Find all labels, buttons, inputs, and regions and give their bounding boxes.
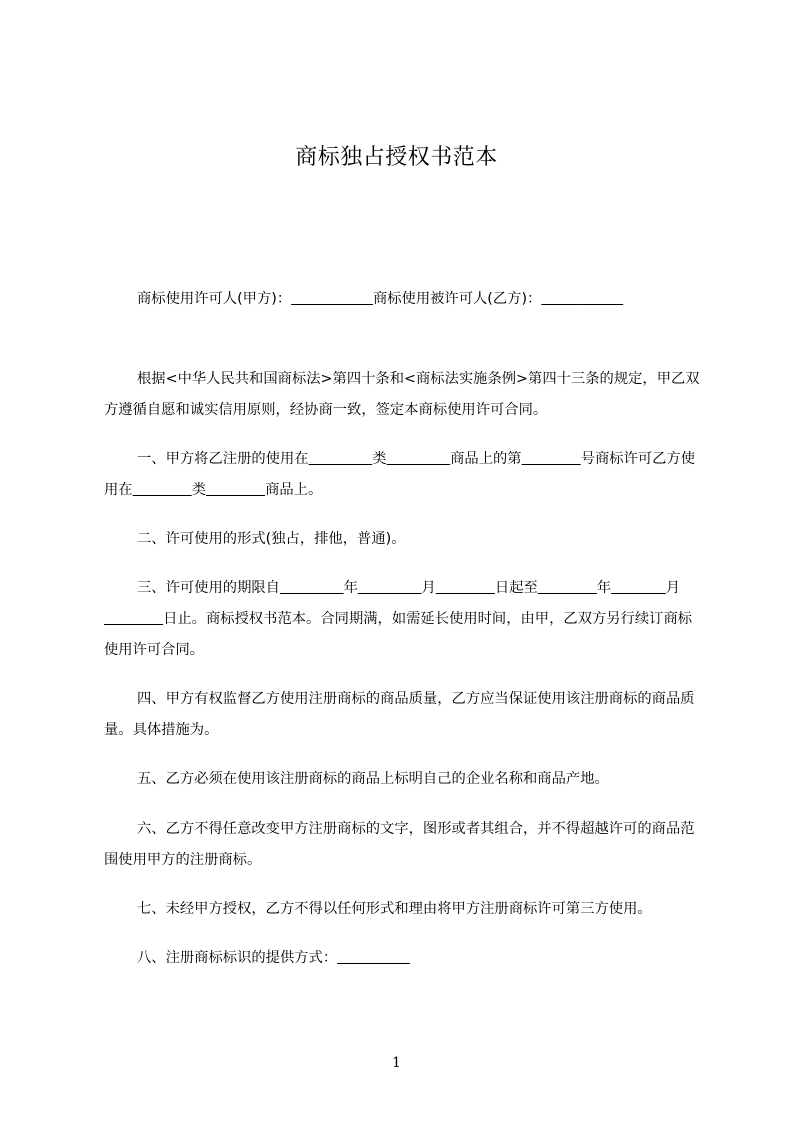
paragraph-clause-8 — [104, 943, 704, 974]
paragraph-basis: 根据<中华人民共和国商标法>第四十条和<商标法实施条例>第四十三条的规定，甲乙双方遵循自愿和诚实信用原则，经协商一致，签定本商标使用许可合同。 — [104, 371, 700, 418]
trademark-no-blank-cont[interactable] — [558, 451, 581, 467]
clause-3-text-b: 日止。商标授权书范本。合同期满，如需延长使用时间，由甲，乙双方另行续订商标使用许可合同。 — [104, 611, 693, 658]
licensor-blank[interactable] — [291, 291, 373, 307]
clause-3-year-b: 年 — [596, 580, 612, 596]
clause-1-text-e: 类 — [191, 482, 206, 498]
clause-1-text-d: 号商标许可乙方使用在 — [104, 451, 696, 498]
clause-1-text-a: 一、甲方将乙注册的使用在 — [137, 451, 309, 467]
licensee-label: 商标使用被许可人(乙方)： — [372, 291, 542, 307]
paragraph-parties — [104, 284, 704, 315]
clause-3-text-a: 三、许可使用的期限自 — [137, 580, 280, 596]
end-day-blank[interactable] — [104, 611, 163, 627]
clause-3-year-a: 年 — [343, 580, 358, 596]
licensee-blank-cont[interactable] — [578, 291, 623, 307]
page-number: 1 — [392, 1055, 401, 1071]
clause-3-day-a: 日起至 — [494, 580, 538, 596]
paragraph-clause-7: 七、未经甲方授权，乙方不得以任何形式和理由将甲方注册商标许可第三方使用。 — [137, 901, 652, 917]
class-blank-1[interactable] — [309, 451, 373, 467]
paragraph-clause-2: 二、许可使用的形式(独占，排他，普通)。 — [137, 531, 406, 547]
clause-3-month-a: 月 — [421, 580, 436, 596]
paragraph-clause-3 — [104, 573, 704, 666]
end-year-blank[interactable] — [538, 580, 597, 596]
start-day-blank[interactable] — [436, 580, 495, 596]
clause-1-text-c: 商品上的第 — [450, 451, 522, 467]
start-year-blank[interactable] — [280, 580, 344, 596]
licensee-blank[interactable] — [541, 291, 577, 307]
goods-blank-2[interactable] — [206, 482, 265, 498]
document-title: 商标独占授权书范本 — [295, 145, 498, 170]
paragraph-clause-4: 四、甲方有权监督乙方使用注册商标的商品质量，乙方应当保证使用该注册商标的商品质量。具体措施为。 — [104, 691, 695, 738]
clause-3-month-b: 月 — [665, 580, 681, 596]
mark-supply-blank[interactable] — [337, 950, 410, 966]
goods-blank-1[interactable] — [386, 451, 450, 467]
paragraph-clause-5: 五、乙方必须在使用该注册商标的商品上标明自己的企业名称和商品产地。 — [137, 771, 609, 787]
class-blank-2[interactable] — [133, 482, 192, 498]
end-month-blank[interactable] — [611, 580, 666, 596]
trademark-no-blank[interactable] — [522, 451, 558, 467]
paragraph-clause-6: 六、乙方不得任意改变甲方注册商标的文字，图形或者其组合，并不得超越许可的商品范围使用甲方的注册商标。 — [104, 821, 695, 868]
start-month-blank[interactable] — [358, 580, 422, 596]
paragraph-clause-1 — [104, 444, 704, 506]
clause-1-text-b: 类 — [372, 451, 387, 467]
clause-1-text-f: 商品上。 — [265, 482, 323, 498]
clause-8-text: 八、注册商标标识的提供方式： — [137, 950, 338, 966]
licensor-label: 商标使用许可人(甲方)： — [137, 291, 292, 307]
